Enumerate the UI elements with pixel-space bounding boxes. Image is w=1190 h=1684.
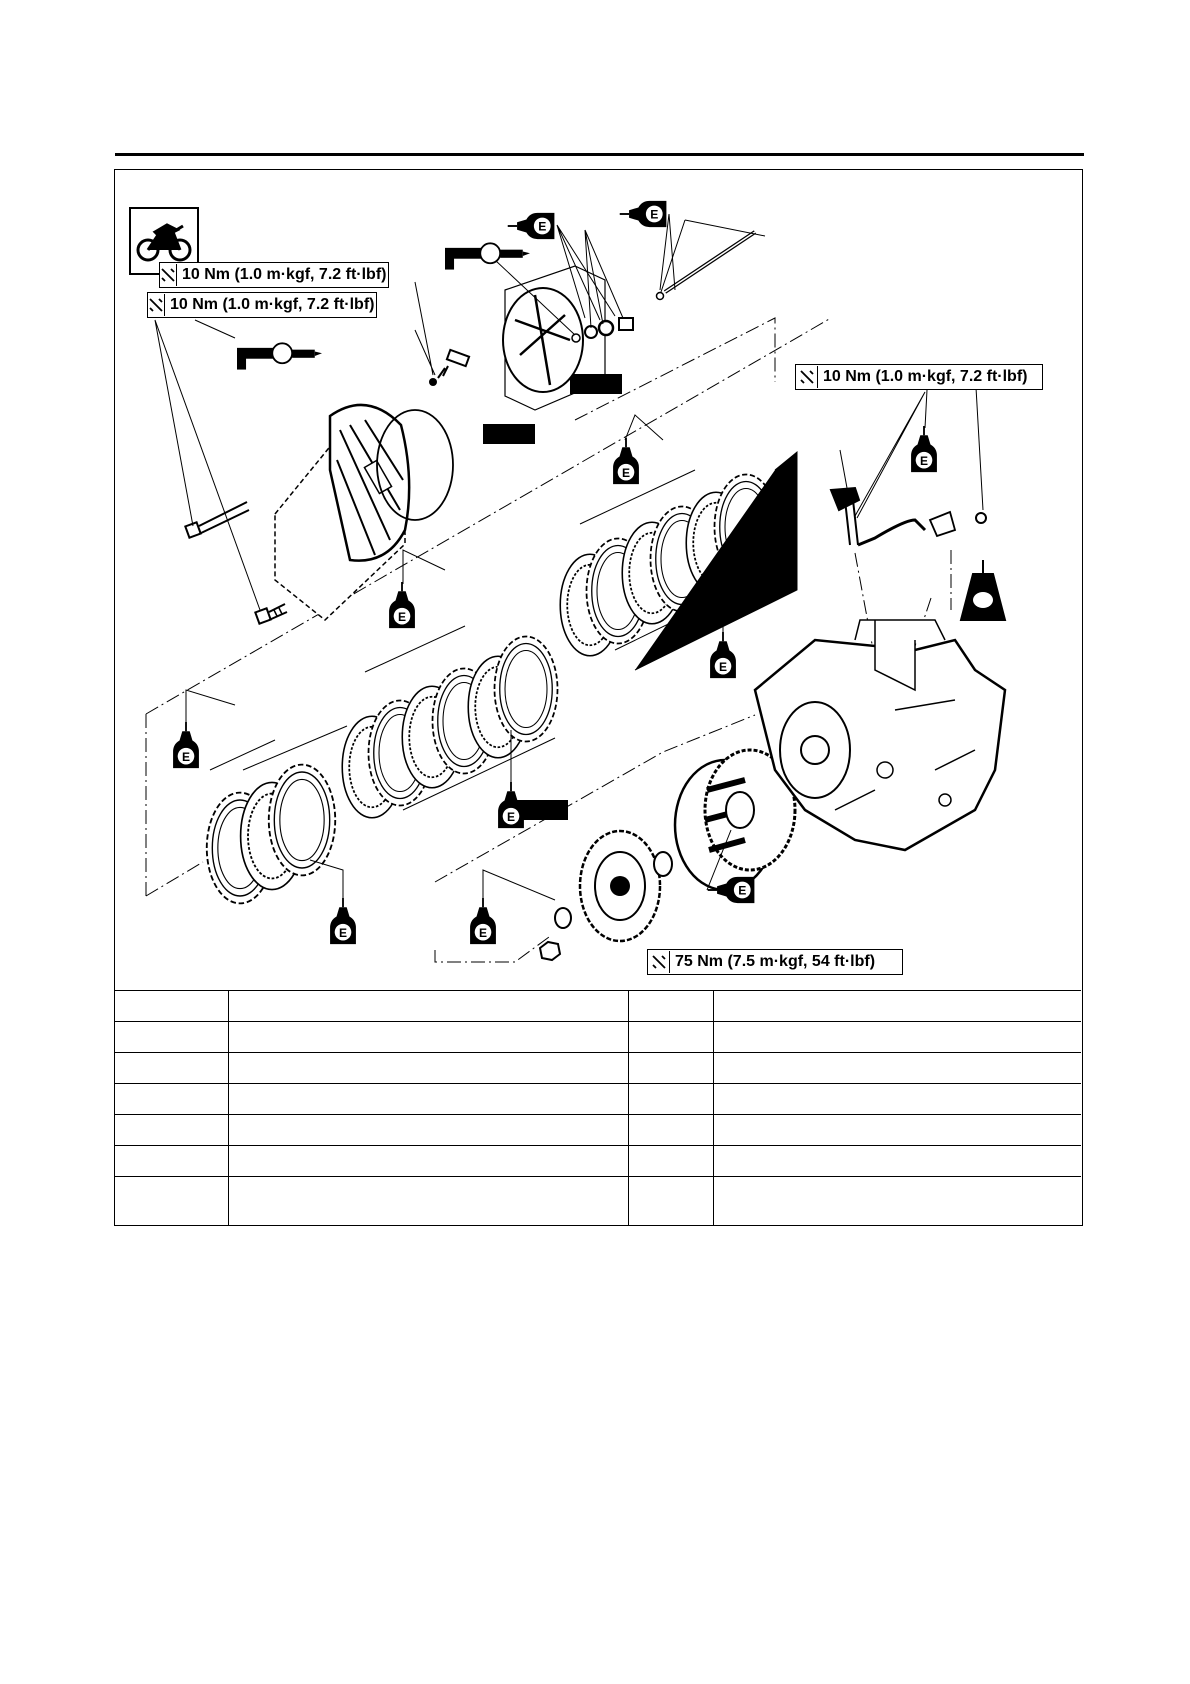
table-cell xyxy=(228,991,628,1022)
table-cell xyxy=(115,1146,228,1177)
torque-spec-nut xyxy=(647,949,903,975)
table-cell xyxy=(628,991,713,1022)
table-row xyxy=(115,1053,1081,1084)
torque-value: 75 Nm (7.5 m·kgf, 54 ft·lbf) xyxy=(675,953,876,970)
diagram-frame xyxy=(114,169,1083,1226)
table-row xyxy=(115,1115,1081,1146)
table-row xyxy=(115,1022,1081,1053)
table-cell xyxy=(115,991,228,1022)
table-row xyxy=(115,1177,1081,1227)
table-cell xyxy=(713,1115,1081,1146)
clutch-boss xyxy=(540,831,672,960)
parts-table xyxy=(115,990,1081,1226)
torque-wrench-icon xyxy=(160,264,177,286)
torque-wrench-icon xyxy=(148,294,165,316)
torque-wrench-icon xyxy=(648,951,670,973)
table-cell xyxy=(115,1022,228,1053)
torque-spec-lever xyxy=(795,364,1043,390)
torque-value: 10 Nm (1.0 m·kgf, 7.2 ft·lbf) xyxy=(182,266,387,283)
table-cell xyxy=(713,991,1081,1022)
table-cell xyxy=(628,1115,713,1146)
table-cell xyxy=(115,1115,228,1146)
table-row xyxy=(115,1084,1081,1115)
table-cell xyxy=(628,1022,713,1053)
torque-spec-upper xyxy=(159,262,389,288)
threadlock-icon xyxy=(961,560,1005,620)
table-cell xyxy=(628,1053,713,1084)
table-cell xyxy=(228,1146,628,1177)
table-cell xyxy=(228,1084,628,1115)
table-cell xyxy=(228,1022,628,1053)
exploded-view xyxy=(115,170,1081,990)
table-cell xyxy=(115,1053,228,1084)
table-cell xyxy=(713,1177,1081,1227)
torque-wrench-icon xyxy=(796,366,818,388)
table-cell xyxy=(713,1053,1081,1084)
torque-value: 10 Nm (1.0 m·kgf, 7.2 ft·lbf) xyxy=(170,296,375,313)
table-cell xyxy=(115,1084,228,1115)
cover-bolts xyxy=(155,320,287,624)
clutch-plates-set-a xyxy=(207,726,347,903)
push-lever-shaft xyxy=(831,370,986,545)
table-cell xyxy=(713,1146,1081,1177)
table-cell xyxy=(628,1084,713,1115)
clutch-plates-set-c xyxy=(560,452,797,670)
table-cell xyxy=(228,1177,628,1227)
table-cell xyxy=(228,1053,628,1084)
table-row xyxy=(115,1146,1081,1177)
table-cell xyxy=(628,1177,713,1227)
table-cell xyxy=(713,1022,1081,1053)
table-cell xyxy=(713,1084,1081,1115)
table-row xyxy=(115,991,1081,1022)
clutch-plates-set-b xyxy=(342,626,557,818)
table-cell xyxy=(228,1115,628,1146)
header-rule xyxy=(115,153,1084,156)
torque-value: 10 Nm (1.0 m·kgf, 7.2 ft·lbf) xyxy=(823,368,1028,385)
table-cell xyxy=(628,1146,713,1177)
table-cell xyxy=(115,1177,228,1227)
torque-spec-lower xyxy=(147,292,377,318)
